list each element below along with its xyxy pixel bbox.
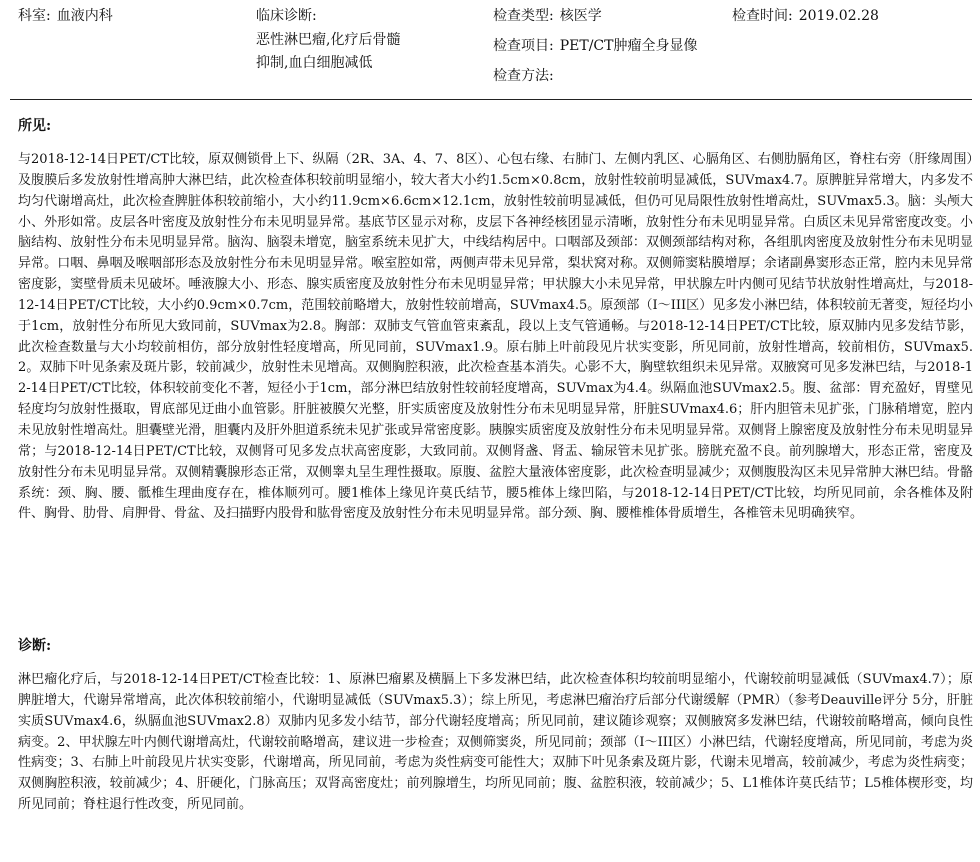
exam-time-value: 2019.02.28 [798, 8, 879, 24]
department-field [18, 4, 113, 28]
findings-title: 所见: [18, 118, 52, 134]
exam-item-field [493, 34, 697, 58]
clinical-diagnosis-line1: 恶性淋巴瘤,化疗后骨髓 [256, 32, 401, 48]
exam-time-label: 检查时间: [732, 8, 793, 24]
exam-method-field [493, 64, 560, 88]
clinical-diagnosis-label: 临床诊断: [256, 8, 317, 24]
clinical-diagnosis-line2: 抑制,血白细胞减低 [256, 55, 373, 71]
exam-type-label: 检查类型: [493, 8, 554, 24]
exam-item-value: PET/CT肿瘤全身显像 [559, 38, 698, 54]
diagnosis-title: 诊断: [18, 638, 52, 654]
exam-type-field [493, 4, 602, 28]
findings-text: 与2018-12-14日PET/CT比较，原双侧锁骨上下、纵隔（2R、3A、4、7、8区）、心包右缘、右肺门、左侧内乳区、心膈角区、右侧肋膈角区，脊柱右旁（肝缘周围）及腹膜后多发放射性增高肿大淋巴结，此次检查体积较前明显缩小，较大者大小约1.5cm×0.8cm，放射性较前明显减低，SUVmax4.7。原脾脏异常增大，内多发不均匀代谢增高灶，此次检查脾脏体积较前缩小，大小约11.9cm×6.6cm×12.1cm，放射性较前明显减低，但仍可见局限性放射性增高灶，SUVmax5.3。脑：头颅大小、外形如常。皮层各叶密度及放射性分布未见明显异常。基底节区显示对称，皮层下各神经核团显示清晰，放射性分布未见明显异常。白质区未见异常密度改变。小脑结构、放射性分布未见明显异常。脑沟、脑裂未增宽，脑室系统未见扩大，中线结构居中。口咽部及颈部：双侧颈部结构对称，各组肌肉密度及放射性分布未见明显异常。口咽、鼻咽及喉咽部形态及放射性分布未见明显异常。喉室腔如常，两侧声带未见异常，梨状窝对称。双侧筛窦粘膜增厚；余诸副鼻窦形态正常，腔内未见异常密度影，窦壁骨质未见破坏。唾液腺大小、形态、腺实质密度及放射性分布未见明显异常；甲状腺大小未见异常，甲状腺左叶内侧可见结节状放射性增高灶，与2018-12-14日PET/CT比较，大小约0.9cm×0.7cm，范围较前略增大，放射性较前增高，SUVmax4.5。原颈部（I～III区）见多发小淋巴结，体积较前无著变，短径均小于1cm，放射性分布所见大致同前，SUVmax为2.8。胸部：双肺支气管血管束紊乱，段以上支气管通畅。与2018-12-14日PET/CT比较，原双肺内见多发结节影，此次检查数量与大小均较前相仿，部分放射性轻度增高，所见同前，SUVmax1.9。原右肺上叶前段见片状实变影，所见同前，放射性增高，较前相仿，SUVmax5.2。双肺下叶见条索及斑片影，较前减少，放射性未见增高。双侧胸腔积液，此次检查基本消失。心影不大，胸壁软组织未见异常。双腋窝可见多发淋巴结，与2018-12-14日PET/CT比较，体积较前变化不著，短径小于1cm，部分淋巴结放射性较前轻度增高，SUVmax为4.4。纵隔血池SUVmax2.5。腹、盆部：胃充盈好，胃壁见轻度均匀放射性摄取，胃底部见迂曲小血管影。肝脏被膜欠光整，肝实质密度及放射性分布未见明显异常，肝脏SUVmax4.6；肝内胆管未见扩张，门脉稍增宽，腔内未见放射性增高灶。胆囊壁光滑，胆囊内及肝外胆道系统未见扩张或异常密度影。胰腺实质密度及放射性分布未见明显异常。双侧肾上腺密度及放射性分布未见明显异常；与2018-12-14日PET/CT比较，双侧肾可见多发点状高密度影，大致同前。双侧肾盏、肾盂、输尿管未见扩张。膀胱充盈不良。前列腺增大，形态正常，密度及放射性分布未见明显异常。双侧精囊腺形态正常，双侧睾丸呈生理性摄取。原腹、盆腔大量液体密度影，此次检查明显减少；双侧腹股沟区未见异常肿大淋巴结。骨骼系统：颈、胸、腰、骶椎生理曲度存在，椎体顺列可。腰1椎体上缘见许莫氏结节，腰5椎体上缘凹陷，与2018-12-14日PET/CT比较，均所见同前，余各椎体及附件、胸骨、肋骨、肩胛骨、骨盆、及扫描野内股骨和肱骨密度及放射性分布未见明显异常。部分颈、胸、腰椎椎体骨质增生，各椎管未见明确狭窄。 [18, 152, 973, 522]
report-header [0, 0, 980, 100]
exam-method-label: 检查方法: [493, 68, 554, 84]
department-label: 科室: [18, 8, 51, 24]
exam-time-field [732, 4, 879, 28]
exam-item-label: 检查项目: [493, 38, 554, 54]
header-divider [10, 99, 972, 100]
diagnosis-text: 淋巴瘤化疗后，与2018-12-14日PET/CT检查比较：1、原淋巴瘤累及横膈上下多发淋巴结，此次检查体积均较前明显缩小，代谢较前明显减低（SUVmax4.7）；原脾脏增大，代谢异常增高，此次体积较前缩小，代谢明显减低（SUVmax5.3）；综上所见，考虑淋巴瘤治疗后部分代谢缓解（PMR）（参考Deauville评分 5分，肝脏实质SUVmax4.6，纵膈血池SUVmax2.8）双肺内见多发小结节，部分代谢轻度增高；所见同前，建议随诊观察；双侧腋窝多发淋巴结，代谢较前略增高，倾向良性病变。2、甲状腺左叶内侧代谢增高灶，代谢较前略增高，建议进一步检查；双侧筛窦炎，所见同前；颈部（I～III区）小淋巴结，代谢轻度增高，所见同前，考虑为炎性病变；3、右肺上叶前段见片状实变影，代谢增高，所见同前，考虑为炎性病变可能性大；双肺下叶见条索及斑片影，代谢未见增高，较前减少，考虑为炎性病变；双侧胸腔积液，较前减少；4、肝硬化，门脉高压；双肾高密度灶；前列腺增生，均所见同前；腹、盆腔积液，较前减少；5、L1椎体许莫氏结节；L5椎体楔形变，均所见同前；脊柱退行性改变，所见同前。 [18, 672, 973, 813]
exam-type-value: 核医学 [559, 8, 602, 24]
department-value: 血液内科 [56, 8, 113, 24]
